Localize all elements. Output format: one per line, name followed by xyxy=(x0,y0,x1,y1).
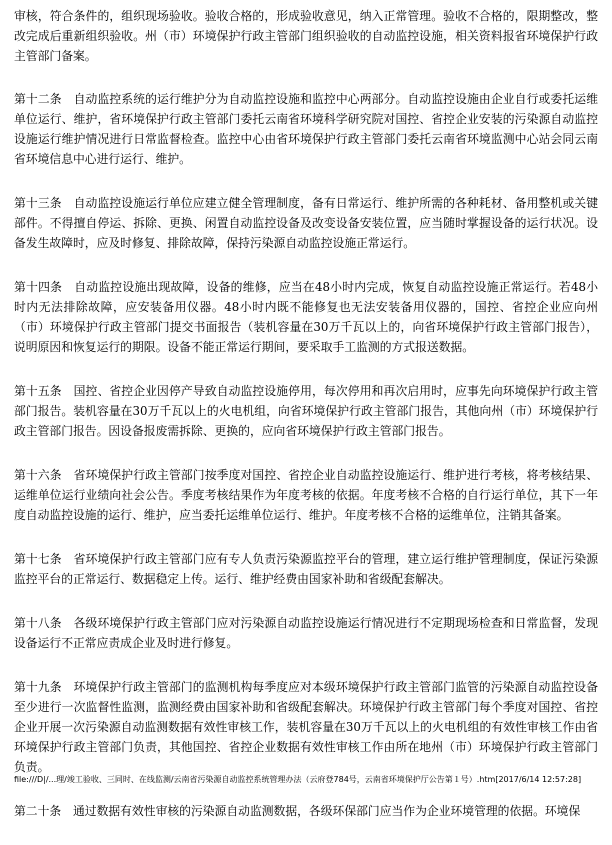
article-20: 第二十条 通过数据有效性审核的污染源自动监测数据，各级环保部门应当作为企业环境管理的依据。环境保 xyxy=(14,804,581,818)
article-16: 第十六条 省环境保护行政主管部门按季度对国控、省控企业自动监控设施运行、维护进行考核，将考核结果、运维单位运行业绩向社会公告。季度考核结果作为年度考核的依据。年度考核不合格的自行运行单位，其下一年度自动监控设施的运行、维护，应当委托运维单位运行、维护。年度考核不合格的运维单位，注销其备案。 xyxy=(14,468,598,522)
article-15: 第十五条 国控、省控企业因停产导致自动监控设施停用，每次停用和再次启用时，应事先向环境保护行政主管部门报告。装机容量在30万千瓦以上的火电机组，向省环境保护行政主管部门报告，其他向州（市）环境保护行政主管部门报告。因设备报废需拆除、更换的，应向省环境保护行政主管部门报告。 xyxy=(14,384,598,438)
article-17: 第十七条 省环境保护行政主管部门应有专人负责污染源监控平台的管理，建立运行维护管理制度，保证污染源监控平台的正常运行、数据稳定上传。运行、维护经费由国家补助和省级配套解决。 xyxy=(14,552,598,586)
article-13: 第十三条 自动监控设施运行单位应建立健全管理制度，备有日常运行、维护所需的各种耗材、备用整机或关键部件。不得擅自停运、拆除、更换、闲置自动监控设备及改变设备安装位置，应当随时掌握设备的运行状况。设备发生故障时，应及时修复、排除故障，保持污染源自动监控设施正常运行。 xyxy=(14,196,598,250)
print-footer-file-path: file:///D|/...理/竣工验收、三同时、在线监测/云南省污染源自动监控系统管理办法（云府登784号，云南省环境保护厅公告第１号）.htm[2017/6/14 12:57:28] xyxy=(14,775,582,784)
article-12: 第十二条 自动监控系统的运行维护分为自动监控设施和监控中心两部分。自动监控设施由企业自行或委托运维单位运行、维护，省环境保护行政主管部门委托云南省环境科学研究院对国控、省控企业安装的污染源自动监控设施运行维护情况进行日常监督检查。监控中心由省环境保护行政主管部门委托云南省环境监测中心站会同云南省环境信息中心进行运行、维护。 xyxy=(14,92,598,166)
article-14: 第十四条 自动监控设施出现故障，设备的维修，应当在48小时内完成，恢复自动监控设施正常运行。若48小时内无法排除故障，应安装备用仪器。48小时内既不能修复也无法安装备用仪器的，国控、省控企业应向州（市）环境保护行政主管部门提交书面报告（装机容量在30万千瓦以上的，向省环境保护行政主管部门报告），说明原因和恢复运行的期限。设备不能正常运行期间，要采取手工监测的方式报送数据。 xyxy=(14,280,598,354)
paragraph-continuation: 审核，符合条件的，组织现场验收。验收合格的，形成验收意见，纳入正常管理。验收不合格的，限期整改，整改完成后重新组织验收。州（市）环境保护行政主管部门组织验收的自动监控设施，相关资料报省环境保护行政主管部门备案。 xyxy=(14,9,598,63)
article-18: 第十八条 各级环境保护行政主管部门应对污染源自动监控设施运行情况进行不定期现场检查和日常监督，发现设备运行不正常应责成企业及时进行修复。 xyxy=(14,616,598,650)
article-19: 第十九条 环境保护行政主管部门的监测机构每季度应对本级环境保护行政主管部门监管的污染源自动监控设备至少进行一次监督性监测，监测经费由国家补助和省级配套解决。环境保护行政主管部门每个季度对国控、省控企业开展一次污染源自动监测数据有效性审核工作，装机容量在30万千瓦以上的火电机组的有效性审核工作由省环境保护行政主管部门负责，其他国控、省控企业数据有效性审核工作由所在地州（市）环境保护行政主管部门负责。 xyxy=(14,680,598,774)
document-body xyxy=(14,6,598,845)
